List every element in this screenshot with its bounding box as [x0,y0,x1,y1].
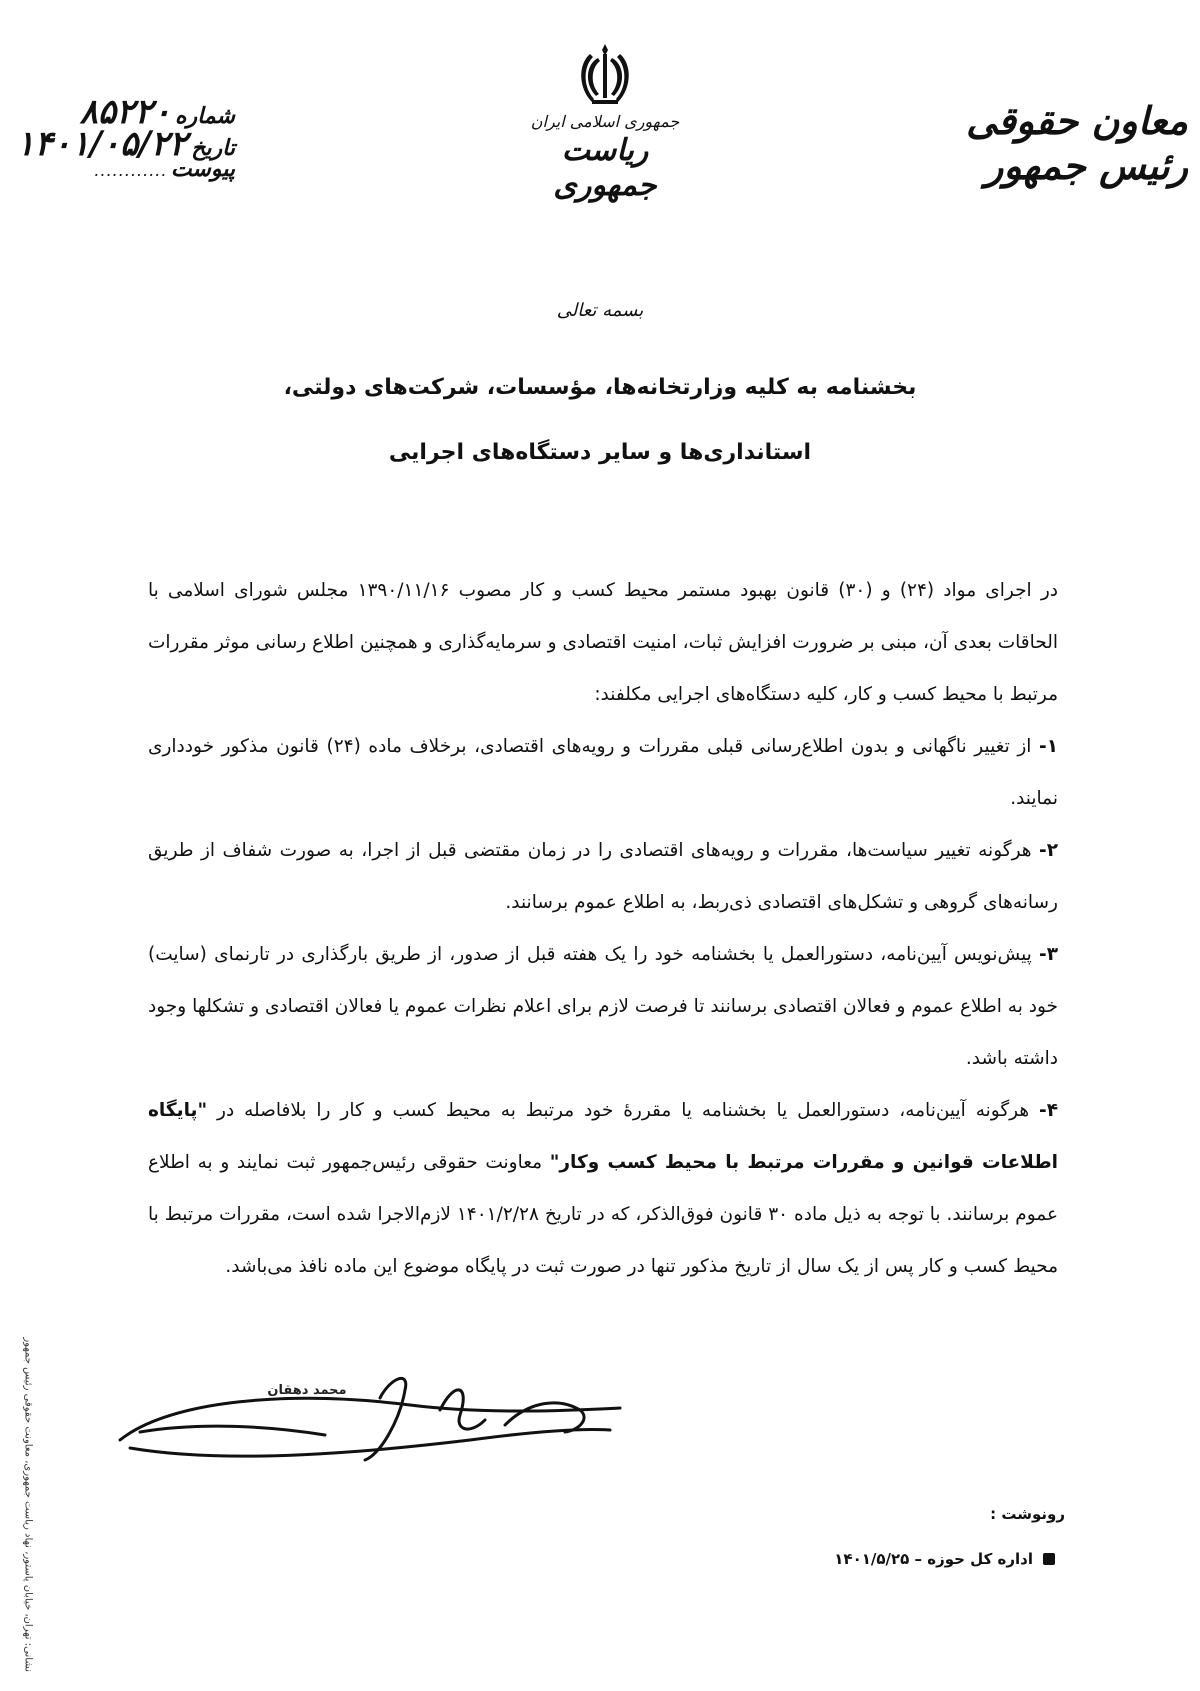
sender-title: معاون حقوقی رئیس جمهور [966,98,1188,188]
item-4-database-name: "پایگاه اطلاعات قوانین و مقررات مرتبط با محیط کسب وکار" [148,1100,1058,1173]
item-4-text-a: هرگونه آیین‌نامه، دستورالعمل یا بخشنامه یا مقررهٔ خود مرتبط به محیط کسب و کار را بلافاصله در [217,1100,1030,1121]
item-3-text: پیش‌نویس آیین‌نامه، دستورالعمل یا بخشنامه خود را یک هفته قبل از صدور، از طریق بارگذاری در تارنمای (سایت) خود به اطلاع عموم و فعالان اقتصادی برسانند تا فرصت لازم برای اعلام نظرات عموم یا فعالان اقتصادی و تشکلها وجود داشته باشد. [148,944,1058,1069]
body-item-2 [148,825,1058,929]
office-name: ریاست جمهوری [553,133,657,203]
iran-emblem-icon [570,40,640,110]
reference-number-value: ۸۵۲۲۰ [79,92,171,132]
basmala: بسمه تعالی [556,300,644,321]
letterhead-emblem [520,40,690,203]
reference-number [10,92,235,132]
body-item-3 [148,929,1058,1085]
letter-body [148,565,1058,1293]
letter-title-line1: بخشنامه به کلیه وزارتخانه‌ها، مؤسسات، شرکت‌های دولتی، [283,375,917,400]
copies-label: رونوشت : [990,1505,1065,1523]
side-note-text: نشانی: تهران، خیابان پاستور، نهاد ریاست جمهوری، معاونت حقوقی رئیس جمهور [22,1337,34,1672]
reference-number-label: شماره [174,103,235,129]
country-name: جمهوری اسلامی ایران [530,112,680,131]
item-1-number: ۱- [1039,736,1059,757]
item-2-number: ۲- [1039,840,1058,861]
body-intro: در اجرای مواد (۲۴) و (۳۰) قانون بهبود مستمر محیط کسب و کار مصوب ۱۳۹۰/۱۱/۱۶ مجلس شورای اسلامی با الحاقات بعدی آن، مبنی بر ضرورت افزایش ثبات، امنیت اقتصادی و سرمایه‌گذاری و همچنین اطلاع رسانی موثر مقررات مرتبط با محیط کسب و کار، کلیه دستگاه‌های اجرایی مکلفند: [148,580,1058,705]
bullet-icon [1043,1553,1055,1565]
copies-item-text: اداره کل حوزه – ۱۴۰۱/۵/۲۵ [834,1550,1033,1568]
item-1-text: از تغییر ناگهانی و بدون اطلاع‌رسانی قبلی مقررات و رویه‌های اقتصادی، برخلاف ماده (۲۴) قانون مذکور خودداری نمایند. [148,736,1058,809]
signer-name: محمد دهقان [267,1383,347,1398]
copies-item [834,1550,1055,1568]
item-4-number: ۴- [1039,1100,1058,1121]
item-3-number: ۳- [1039,944,1058,965]
reference-block [10,92,235,184]
reference-attachment-value: ............ [93,161,167,180]
reference-date-value: ۱۴۰۱/۰۵/۲۲ [16,124,188,164]
signature-icon [110,1360,630,1470]
side-note [20,1337,36,1672]
item-4-text-b: معاونت حقوقی رئیس‌جمهور ثبت نمایند و به اطلاع عموم برسانند. با توجه به ذیل ماده ۳۰ قانون فوق‌الذکر، که در تاریخ ۱۴۰۱/۲/۲۸ لازم‌الاجرا شده است، مقررات مرتبط با محیط کسب و کار پس از یک سال از تاریخ مذکور تنها در صورت ثبت در پایگاه موضوع این ماده نافذ می‌باشد. [148,1152,1059,1277]
body-item-1 [148,721,1058,825]
body-item-4 [148,1085,1058,1293]
reference-attachment-label: پیوست [170,156,235,182]
reference-date-label: تاریخ [191,135,235,161]
letter-title-line2: استانداری‌ها و سایر دستگاه‌های اجرایی [388,440,812,465]
item-2-text: هرگونه تغییر سیاست‌ها، مقررات و رویه‌های اقتصادی را در زمان مقتضی قبل از اجرا، به صورت شفاف از طریق رسانه‌های گروهی و تشکل‌های اقتصادی ذی‌ربط، به اطلاع عموم برسانند. [148,840,1058,913]
